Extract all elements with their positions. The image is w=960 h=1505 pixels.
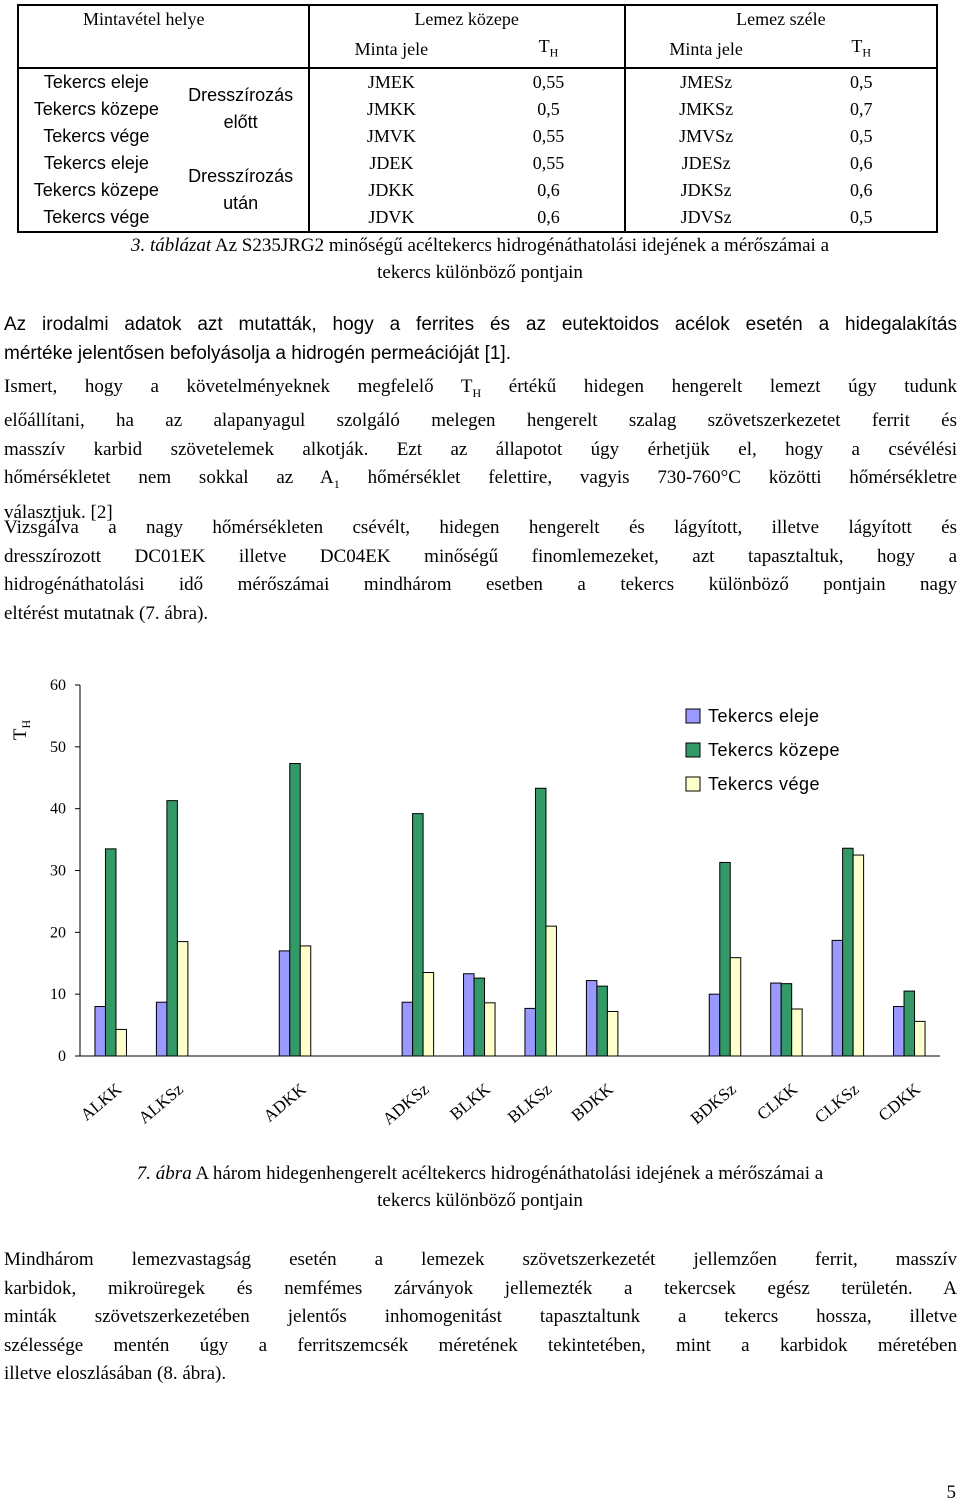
x-tick-label: CDKK [874,1079,924,1126]
bar [781,984,792,1056]
bar [279,951,290,1056]
bar [904,991,915,1056]
table-cell-id: JMVK [366,125,416,146]
bar [730,958,741,1056]
bar [546,926,557,1056]
table-caption-text: Az S235JRG2 minőségű acéltekercs hidrogénáthatolási idejének a mérőszámai a [211,235,830,256]
table-cell-th: 0,55 [473,68,625,96]
figure-caption-label: 7. ábra [136,1163,192,1184]
bar [105,849,116,1056]
y-tick-label: 20 [50,924,66,942]
table-cell-th: 0,6 [473,177,625,204]
x-tick-label: CLKK [753,1079,801,1124]
legend-label: Tekercs közepe [708,740,841,760]
table-cell-id: JDKSz [680,179,732,200]
table-cell-th: 0,7 [786,96,937,123]
y-tick-label: 50 [50,738,66,756]
bar [413,814,424,1056]
table-cell-th: 0,6 [473,204,625,232]
legend-swatch [686,709,700,723]
table-cell-place: Tekercs vége [18,123,174,150]
header-sample-place: Mintavétel helye [18,5,309,33]
table-caption [0,232,960,286]
header-center-th: $T_H$ [473,33,625,68]
table-cell-id: JDESz [681,152,731,173]
table-cell-th: 0,5 [786,123,937,150]
table-caption-text-2: tekercs különböző pontjain [377,262,583,283]
x-tick-label: ALKK [76,1079,126,1125]
table-cell-place: Tekercs közepe [18,177,174,204]
figure-caption-text-2: tekercs különböző pontjain [377,1190,583,1211]
x-tick-label: ALKSz [134,1079,187,1128]
table-cell-id: JMVSz [679,125,734,146]
table-cell-id: JMKK [366,98,416,119]
header-center: Lemez közepe [309,5,625,33]
table-caption-label: 3. táblázat [130,235,212,256]
bar [156,1002,167,1056]
bar [771,983,782,1056]
bar [525,1008,536,1056]
bar [843,848,854,1056]
bar [485,1003,496,1056]
bar [402,1002,413,1056]
legend-label: Tekercs eleje [708,706,820,726]
table-cell-place: Tekercs eleje [18,150,174,177]
bar [720,862,731,1056]
bar [586,981,597,1056]
x-tick-label: CLKSz [811,1079,863,1127]
bar [423,973,434,1056]
bar [597,986,608,1056]
y-axis-label: $T_H$ [10,719,33,741]
bar [832,940,843,1056]
table-cell-id: JMEK [367,71,415,92]
bar [853,855,864,1056]
bar [535,788,546,1056]
legend-label: Tekercs vége [708,774,821,794]
page-number: 5 [946,1482,956,1503]
y-tick-label: 0 [58,1048,66,1065]
table-cell-th: 0,5 [473,96,625,123]
table-cell-th: 0,55 [473,123,625,150]
table-cell-th: 0,6 [786,150,937,177]
table-cell-th: 0,55 [473,150,625,177]
results-table [17,4,938,233]
x-tick-label: BLKK [446,1079,494,1124]
table-cell-th: 0,6 [786,177,937,204]
table-cell-th: 0,5 [786,204,937,232]
bar [177,942,188,1056]
paragraph-1: Az irodalmi adatok azt mutatták, hogy a ferrites és az eutektoidos acélok esetén a hidegalakítás mértéke jelentősen befolyásolja a hidrogén permeációját [1]. [4,314,957,364]
bar [607,1011,618,1056]
y-tick-label: 10 [50,986,66,1004]
bar [290,764,301,1056]
header-edge-id: Minta jele [625,33,787,68]
table-cell-place: Tekercs eleje [18,68,174,96]
paragraph-2: Ismert, hogy a követelményeknek megfelelő $T_H$ értékű hidegen hengerelt lemezt úgy tudunk előállítani, ha az alapanyagul szolgáló melegen hengerelt szalag szövetszerkezetet ferrit és masszív karbid szövetelemek alkotják. Ezt az állapotot úgy érhetjük el, hogy a csévélési hőmérsékletet nem sokkal az $A_1$ hőmérséklet felettire, vagyis 730-760°C közötti hőmérsékletre választjuk. [2] [4,376,958,523]
bar [894,1007,905,1056]
legend-swatch [686,743,700,757]
group-label: Dresszírozás után [174,150,309,232]
table-cell-id: JMKSz [679,98,734,119]
x-tick-label: BLKSz [504,1079,556,1127]
table-cell-id: JDKK [368,179,415,200]
table-cell-place: Tekercs közepe [18,96,174,123]
y-tick-label: 30 [50,862,66,880]
table-cell-th: 0,5 [786,68,937,96]
x-tick-label: ADKSz [378,1079,433,1129]
table-cell-id: JDVSz [625,204,787,232]
table-cell-id: JDEK [369,152,414,173]
table-cell-id: JDVK [309,204,474,232]
bar [300,946,311,1056]
bar [915,1021,926,1056]
bar [464,974,475,1056]
bar [116,1029,127,1056]
group-label: Dresszírozás előtt [174,68,309,150]
header-center-id: Minta jele [309,33,474,68]
table-cell-id: JMESz [680,71,733,92]
header-edge-th: $T_H$ [786,33,937,68]
bar [474,978,485,1056]
header-edge: Lemez széle [625,5,937,33]
y-tick-label: 40 [50,800,66,818]
paragraph-4: Mindhárom lemezvastagság esetén a lemezek szövetszerkezetét jellemzően ferrit, masszív karbidok, mikroüregek és nemfémes zárványok jellemezték a tekercsek egész területén. A minták szövetszerkezetében jelentős inhomogenitást tapasztaltunk a tekercs hossza, illetve szélessége mentén úgy a ferritszemcsék méretének tekintetében, mint a karbidok méretében illetve eloszlásában (8. ábra). [4,1249,957,1384]
bar-chart [0,660,960,1160]
x-tick-label: BDKSz [686,1079,740,1129]
x-tick-label: BDKK [567,1079,617,1126]
x-tick-label: ADKK [259,1079,310,1126]
bar [167,801,178,1056]
bar [95,1007,106,1056]
bar [709,994,720,1056]
y-tick-label: 60 [50,677,66,694]
figure-caption [0,1160,960,1214]
figure-caption-text: A három hidegenhengerelt acéltekercs hidrogénáthatolási idejének a mérőszámai a [191,1163,824,1184]
bar [792,1009,803,1056]
legend-swatch [686,777,700,791]
table-cell-place: Tekercs vége [18,204,174,232]
paragraph-3: Vizsgálva a nagy hőmérsékleten csévélt, hidegen hengerelt és lágyított, illetve lágyított és dresszírozott DC01EK illetve DC04EK minőségű finomlemezeket, azt tapasztaltuk, hogy a hidrogénáthatolási idő mérőszámai mindhárom esetben a tekercs különböző pontjain nagy eltérést mutatnak (7. ábra). [4,517,957,624]
